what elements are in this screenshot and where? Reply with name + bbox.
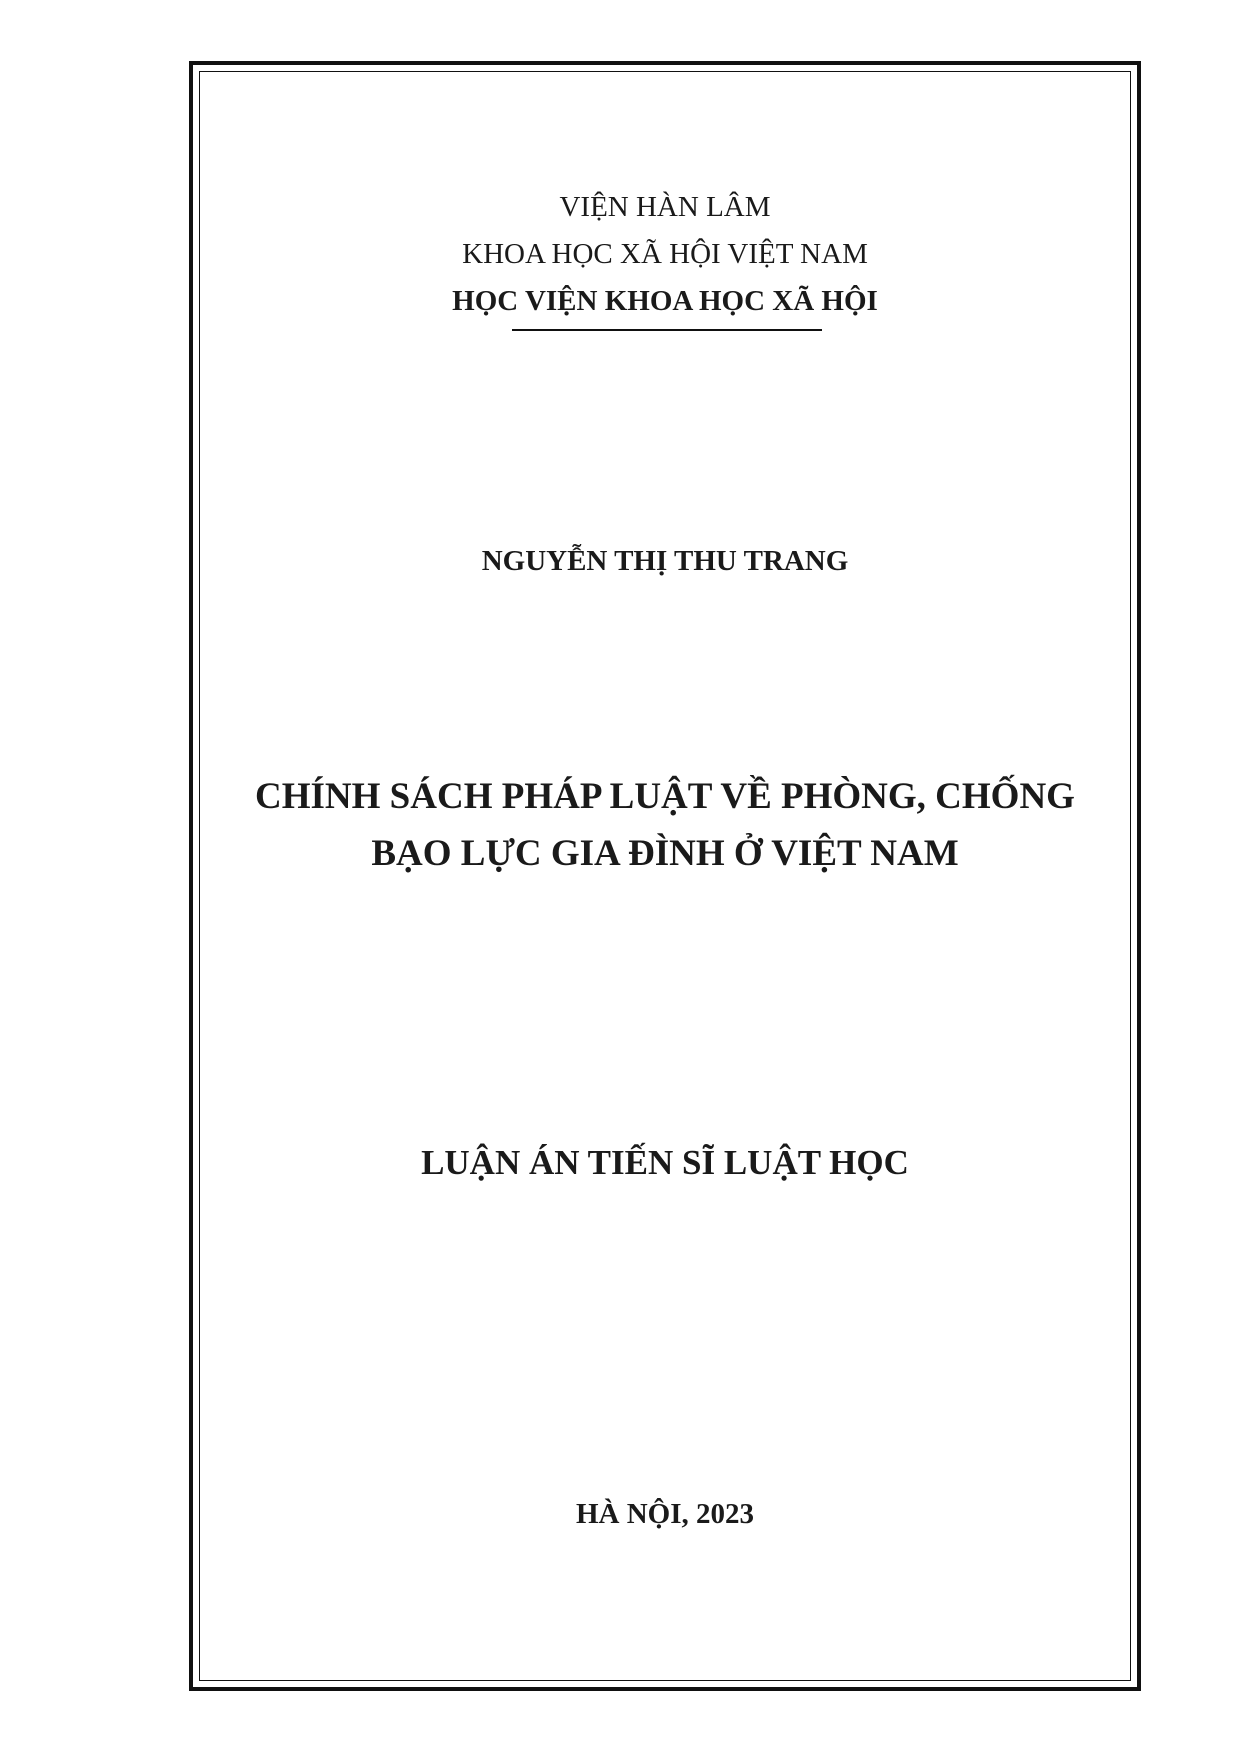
thesis-title-line-2: BẠO LỰC GIA ĐÌNH Ở VIỆT NAM <box>371 833 959 874</box>
degree-type: LUẬN ÁN TIẾN SĨ LUẬT HỌC <box>421 1143 909 1182</box>
institution-underline <box>512 329 822 331</box>
institution-line-1: VIỆN HÀN LÂM <box>559 191 771 223</box>
thesis-title-line-1: CHÍNH SÁCH PHÁP LUẬT VỀ PHÒNG, CHỐNG <box>255 776 1075 817</box>
place-year: HÀ NỘI, 2023 <box>575 1498 755 1530</box>
institution-line-3: HỌC VIỆN KHOA HỌC XÃ HỘI <box>452 285 878 317</box>
author-name: NGUYỄN THỊ THU TRANG <box>481 545 849 577</box>
institution-line-2: KHOA HỌC XÃ HỘI VIỆT NAM <box>462 238 868 270</box>
